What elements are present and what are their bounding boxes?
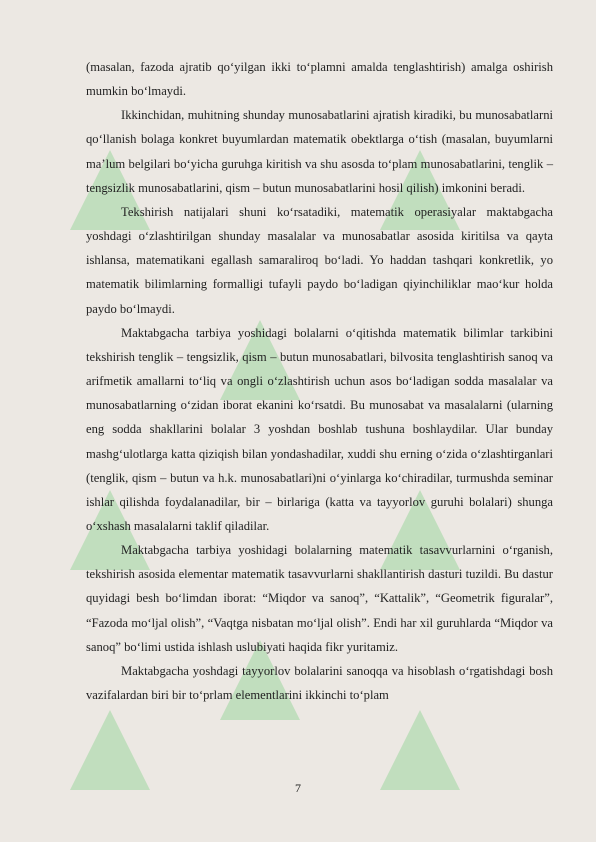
page-number: 7	[295, 781, 301, 795]
paragraph: Maktabgacha yoshdagi tayyorlov bolalarini sanoqqa va hisoblash o‘rgatishdagi bosh vazifalardan biri bir to‘prlam elementlarini ikkinchi to‘plam	[86, 663, 553, 703]
paragraph: Ikkinchidan, muhitning shunday munosabatlarini ajratish kiradiki, bu munosabatlarni qo‘llanish bolaga konkret buyumlardan matematik obektlarga o‘tish (masalan, buyumlarni ma’lum belgilari bo‘yicha guruhga kiritish va shu asosda to‘plam munosabatlarini, tenglik – tengsizlik munosabatlarini, qism – butun munosabatlarini hosil qilish) imkonini beradi.	[86, 108, 553, 195]
paragraph: Maktabgacha tarbiya yoshidagi bolalarni o‘qitishda matematik bilimlar tarkibini tekshirish tenglik – tengsizlik, qism – butun munosabatlari, bilvosita tenglashtirish sanoq va arifmetik amallarni to‘liq va ongli o‘zlashtirish uchun asos bo‘ladigan sodda masalalar va munosabatlarning o‘zidan iborat ekanini ko‘rsatdi. Bu munosabat va masalalarni (ularning eng sodda shakllarini bolalar 3 yoshdan boshlab tushuna boshlaydilar. Ular bunday mashg‘ulotlarga katta qiziqish bilan yondashadilar, xuddi shu erning o‘zida o‘zlashtirganlari (tenglik, qism – butun va h.k. munosabatlari)ni o‘yinlarga ko‘chiradilar, turmushda seminar ishlar qilishda foydalanadilar, bir – birlariga (katta va tayyorlov guruhi bolalari) shunga o‘xshash masalalarni taklif qiladilar.	[86, 325, 553, 533]
paragraph: Tekshirish natijalari shuni ko‘rsatadiki, matematik operasiyalar maktabgacha yoshdagi o‘zlashtirilgan shunday masalalar va munosabatlar asosida kiritilsa va qayta ishlansa, matematikani egallash samaraliroq bo‘ladi. Yo haddan tashqari konkretlik, yo matematik bilimlarning formalligi tufayli paydo bo‘ladigan qiyinchiliklar mao‘kur holda paydo bo‘lmaydi.	[86, 204, 553, 316]
paragraph: (masalan, fazoda ajratib qo‘yilgan ikki to‘plamni amalda tenglashtirish) amalga oshirish mumkin bo‘lmaydi.	[86, 60, 553, 99]
body-text	[86, 55, 553, 707]
paragraph: Maktabgacha tarbiya yoshidagi bolalarning matematik tasavvurlarnini o‘rganish, tekshirish asosida elementar matematik tasavvurlarni shakllantirish dasturi tuzildi. Bu dastur quyidagi besh bo‘limdan iborat: “Miqdor va sanoq”, “Kattalik”, “Geometrik figuralar”, “Fazoda mo‘ljal olish”, “Vaqtga nisbatan mo‘ljal olish”. Endi har xil guruhlarda “Miqdor va sanoq” bo‘limi ustida ishlash uslubiyati haqida fikr yuritamiz.	[86, 543, 553, 654]
